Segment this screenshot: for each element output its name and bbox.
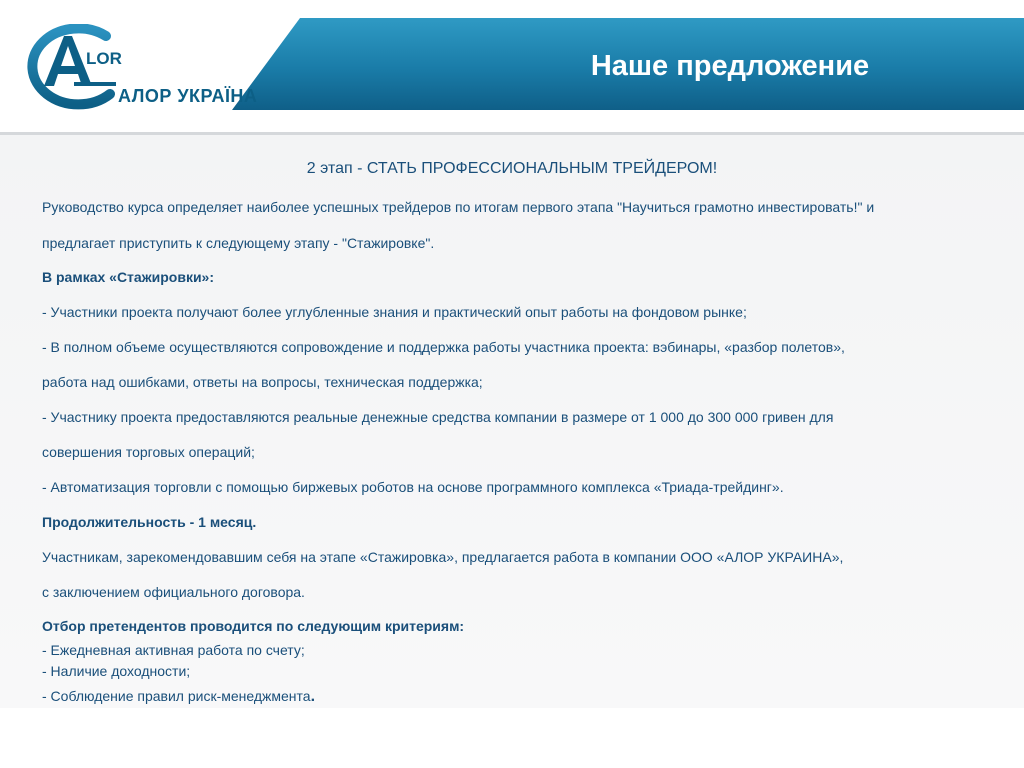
offer-line-2: с заключением официального договора. [42, 584, 305, 600]
list-item-continuation: работа над ошибками, ответы на вопросы, техническая поддержка; [42, 374, 483, 390]
page-title: Наше предложение [590, 50, 870, 82]
criteria-item-text: - Соблюдение правил риск-менеджмента [42, 688, 311, 704]
criteria-item: - Ежедневная активная работа по счету; [42, 642, 305, 658]
internship-title: В рамках «Стажировки»: [42, 269, 215, 285]
list-item-continuation: совершения торговых операций; [42, 444, 255, 460]
offer-line-1: Участникам, зарекомендовавшим себя на этапе «Стажировка», предлагается работа в компании ООО «АЛОР УКРАИНА», [42, 549, 844, 565]
svg-text:LOR: LOR [86, 49, 122, 68]
list-item: - В полном объеме осуществляются сопровождение и поддержка работы участника проекта: вэбинары, «разбор полетов», [42, 339, 845, 355]
list-item: - Автоматизация торговли с помощью биржевых роботов на основе программного комплекса «Триада-трейдинг». [42, 479, 784, 495]
list-item: - Участнику проекта предоставляются реальные денежные средства компании в размере от 1 000 до 300 000 гривен для [42, 409, 834, 425]
intro-line-1: Руководство курса определяет наиболее успешных трейдеров по итогам первого этапа "Научиться грамотно инвестировать!" и [42, 199, 875, 215]
duration-text: Продолжительность - 1 месяц. [42, 514, 257, 530]
section-heading: 2 этап - СТАТЬ ПРОФЕССИОНАЛЬНЫМ ТРЕЙДЕРОМ! [306, 160, 718, 177]
header [0, 0, 1024, 134]
criteria-item-last [42, 688, 315, 706]
logo-text: АЛОР УКРАЇНА [118, 86, 258, 106]
criteria-title: Отбор претендентов проводится по следующим критериям: [42, 618, 465, 634]
intro-line-2: предлагает приступить к следующему этапу - "Стажировке". [42, 235, 435, 251]
list-item: - Участники проекта получают более углубленные знания и практический опыт работы на фондовом рынке; [42, 304, 747, 320]
criteria-period: . [310, 688, 316, 705]
criteria-item: - Наличие доходности; [42, 663, 191, 679]
